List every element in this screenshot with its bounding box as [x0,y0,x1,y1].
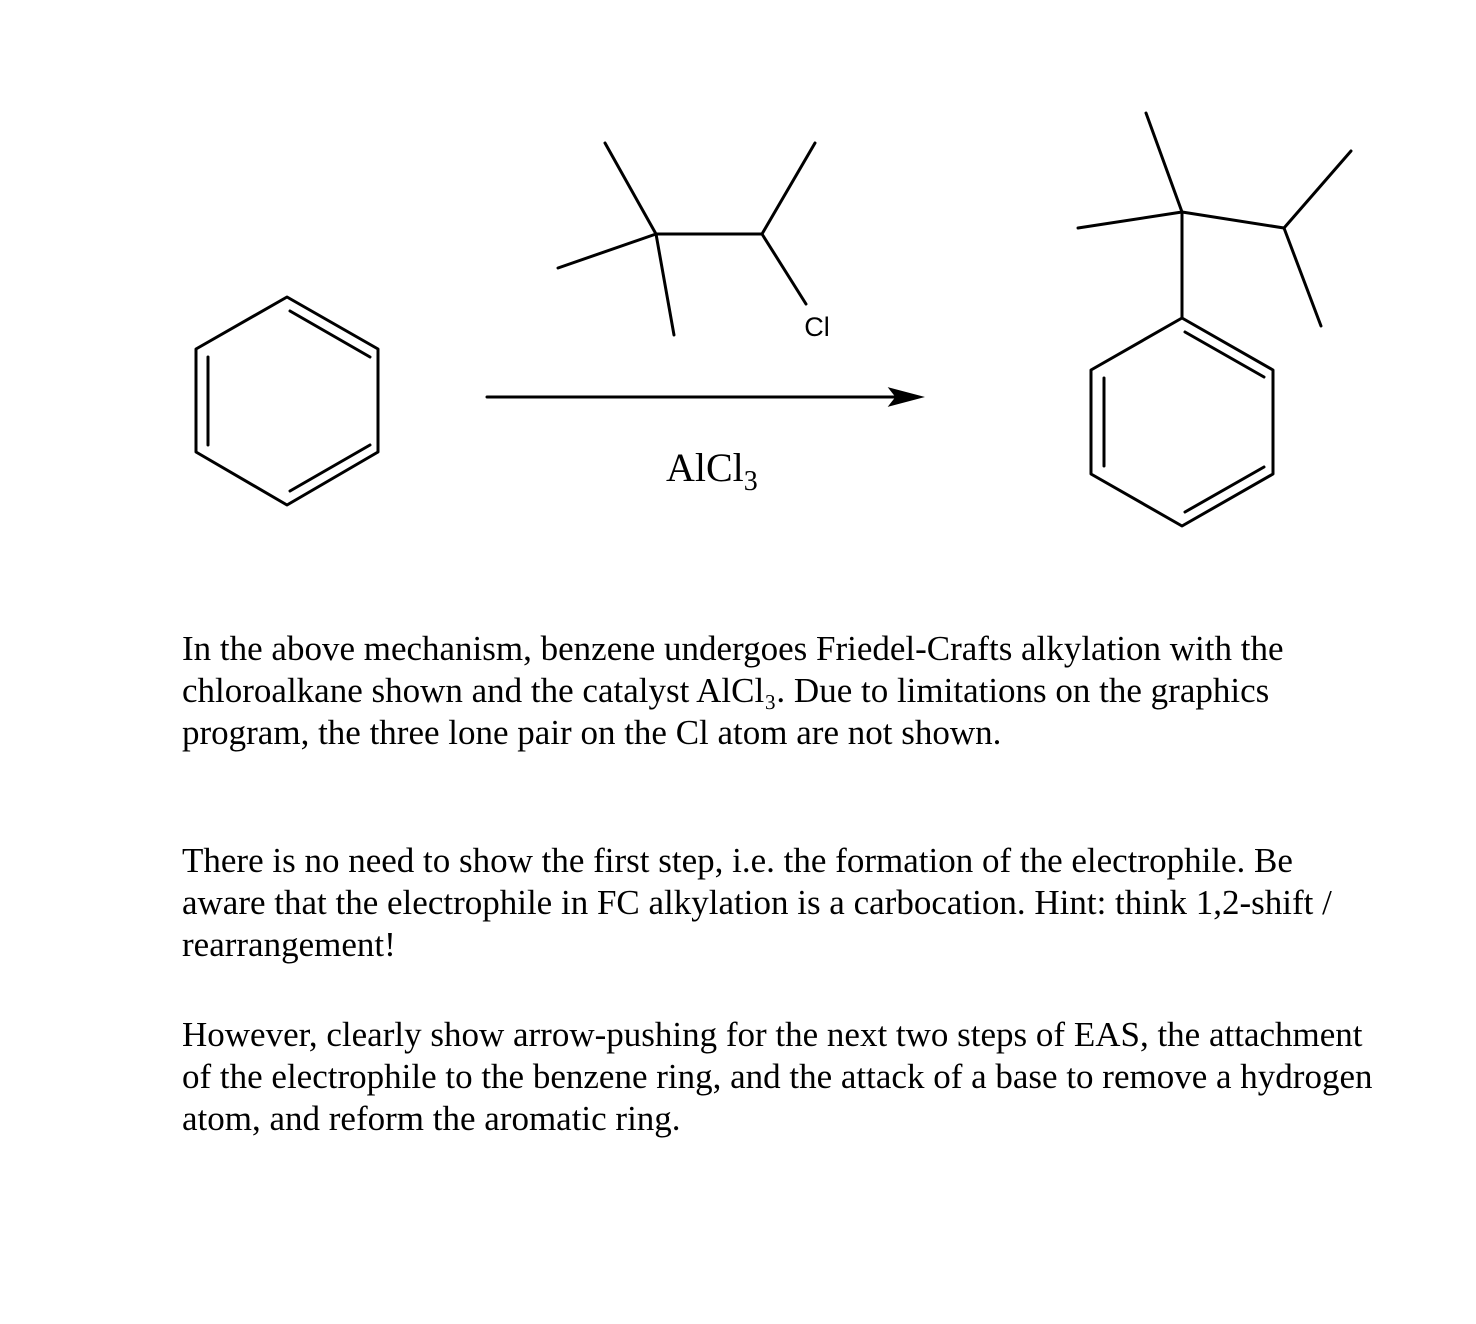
bond-methyl-a [605,143,656,234]
product [1078,113,1351,526]
product-bond-methyl-d [1284,228,1321,326]
product-double-bond-2 [1185,332,1264,377]
paragraph-arrow-pushing-instructions: However, clearly show arrow-pushing for the next two steps of EAS, the attachment of the electrophile to the benzene ring, and the attack of a base to remove a hydrogen atom, and reform the aromatic ring. [182,1015,1373,1138]
product-bond-methyl-c [1284,151,1351,228]
catalyst-subscript: 3 [743,466,758,497]
benzene-ring [196,297,378,505]
catalyst-main: AlCl [666,445,744,490]
product-benzene-ring [1091,318,1273,526]
chlorine-atom-label: Cl [804,312,830,342]
paragraph-electrophile-hint: There is no need to show the first step, i.e. the formation of the electrophile. Be aware that the electrophile in FC alkylation is a carbocation. Hint: think 1,2-shift / rearrangement! [182,841,1332,964]
benzene-reactant [196,297,378,505]
bond-methyl-c [656,234,674,335]
product-bond-methyl-b [1078,212,1182,228]
bond-c-cl [762,234,806,304]
benzene-double-bond-2 [290,311,370,357]
bond-methyl-b [558,234,656,268]
paragraph-mechanism-description: In the above mechanism, benzene undergoes Friedel-Crafts alkylation with the chloroalkane shown and the catalyst AlCl₃. Due to limitations on the graphics program, the three lone pair on the Cl atom are not shown. [182,629,1284,752]
reaction-scheme [0,0,1476,560]
product-double-bond-3 [1185,467,1264,512]
chloroalkane-reactant [558,143,830,342]
product-bond-c-c [1182,212,1284,228]
benzene-double-bond-3 [290,445,370,491]
product-bond-methyl-a [1146,113,1182,212]
reaction-arrow [487,388,923,406]
catalyst-label [666,445,758,497]
bond-methyl-d [762,143,815,234]
